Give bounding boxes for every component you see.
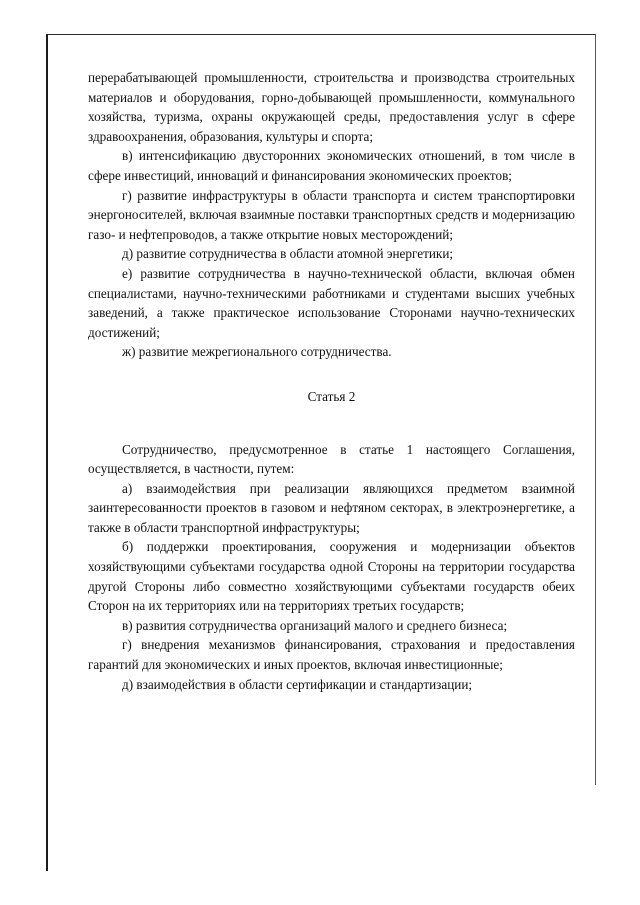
document-page bbox=[88, 68, 575, 694]
scan-border-top bbox=[46, 34, 596, 35]
continuation-paragraph: перерабатывающей промышленности, строительства и производства строительных материалов и оборудования, горно-добывающей промышленности, коммунального хозяйства, туризма, охраны окружающей среды, предоставления услуг в сфере здравоохранения, образования, культуры и спорта; bbox=[88, 70, 575, 144]
article1-item-zh: ж) развитие межрегионального сотрудничества. bbox=[122, 344, 392, 360]
article1-item-g: г) развитие инфраструктуры в области транспорта и систем транспортировки энергоносителей, включая взаимные поставки транспортных средств и модернизацию газо- и нефтепроводов, а также открытие новых месторождений; bbox=[88, 187, 575, 242]
article1-item-v: в) интенсификацию двусторонних экономических отношений, в том числе в сфере инвестиций, инноваций и финансирования экономических проектов; bbox=[88, 148, 575, 183]
article2-item-g: г) внедрения механизмов финансирования, страхования и предоставления гарантий для экономических и иных проектов, включая инвестиционные; bbox=[88, 637, 575, 673]
scan-border-left bbox=[46, 34, 48, 871]
article2-intro: Сотрудничество, предусмотренное в статье 1 настоящего Соглашения, осуществляется, в частности, путем: bbox=[88, 441, 575, 477]
article2-item-b: б) поддержки проектирования, сооружения и модернизации объектов хозяйствующими субъектами государства одной Стороны на территории государства другой Стороны либо совместно хозяйствующими субъектами государств обеих Сторон на их территориях или на территориях третьих государств; bbox=[88, 539, 575, 614]
article2-item-v: в) развития сотрудничества организаций малого и среднего бизнеса; bbox=[122, 617, 508, 633]
scan-border-right bbox=[595, 34, 596, 785]
article2-item-d: д) взаимодействия в области сертификации и стандартизации; bbox=[122, 676, 473, 692]
article2-heading: Статья 2 bbox=[307, 388, 356, 404]
article1-item-d: д) развитие сотрудничества в области атомной энергетики; bbox=[122, 246, 454, 262]
article2-item-a: а) взаимодействия при реализации являющихся предметом взаимной заинтересованности проектов в газовом и нефтяном секторах, в электроэнергетике, а также в области транспортной инфраструктуры; bbox=[88, 480, 575, 535]
article1-item-e: е) развитие сотрудничества в научно-технической области, включая обмен специалистами, научно-техническими работниками и студентами высших учебных заведений, а также практическое использование Сторонами научно-технических достижений; bbox=[88, 265, 575, 340]
